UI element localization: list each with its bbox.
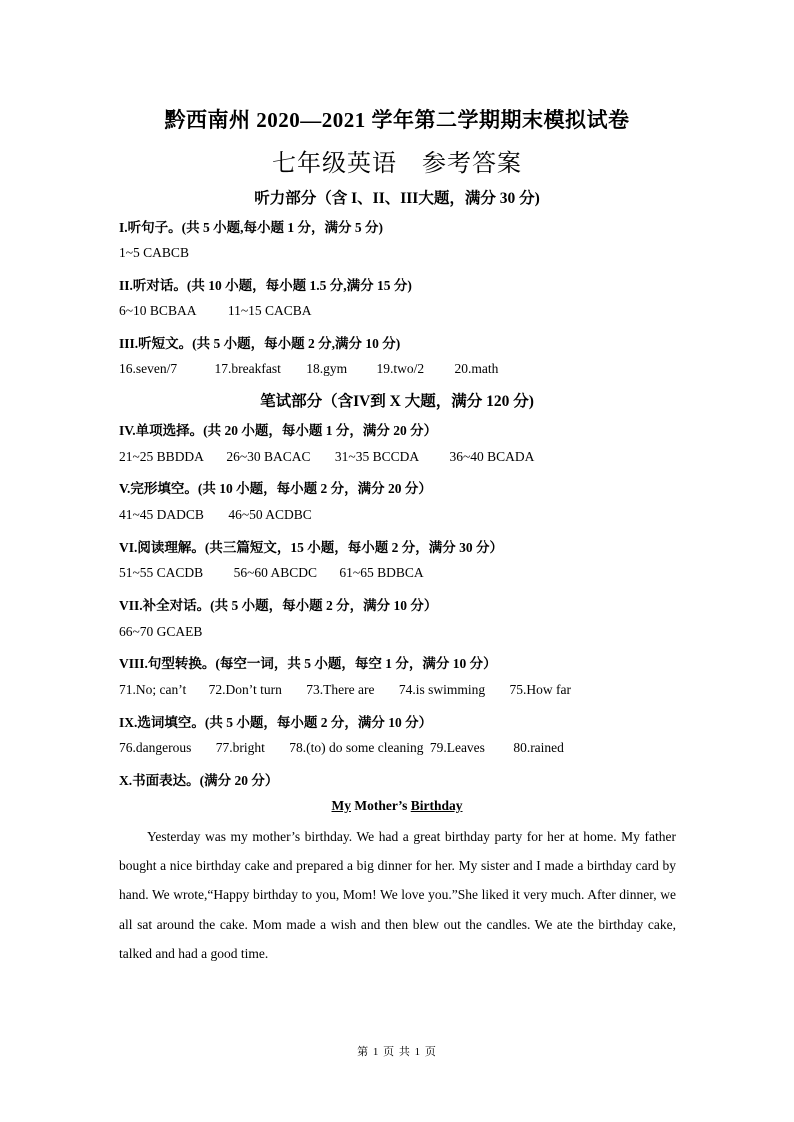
- answer-item: 71.No; can’t: [119, 682, 187, 697]
- answer-row-4: [119, 449, 534, 465]
- answer-item: 56~60 ABCDC: [233, 565, 318, 580]
- answer-item: 17.breakfast: [214, 361, 281, 376]
- section-heading-4: IV.单项选择。(共 20 小题，每小题 1 分，满分 20 分）: [119, 423, 438, 438]
- answer-item: 73.There are: [306, 682, 375, 697]
- section-heading-6: VI.阅读理解。(共三篇短文，15 小题，每小题 2 分，满分 30 分）: [119, 540, 503, 555]
- essay-body: Yesterday was my mother’s birthday. We had a great birthday party for her at home. My father bought a nice birthday cake and prepared a big dinner for her. My sister and I made a birthday card by hand. We wrote,“Happy birthday to you, Mom! We love you.”She liked it very much. After dinner, we all sat around the cake. Mom made a wish and then blew out the candles. We ate the birthday cake, talked and had a good time.: [119, 829, 676, 961]
- answer-item: 6~10 BCBAA: [119, 303, 197, 318]
- section-heading-8: VIII.句型转换。(每空一词，共 5 小题，每空 1 分，满分 10 分）: [119, 656, 497, 671]
- exam-title: 黔西南州 2020—2021 学年第二学期期末模拟试卷: [164, 108, 630, 132]
- answer-row-5: [119, 507, 312, 523]
- answer-item: 61~65 BDBCA: [339, 565, 424, 580]
- answer-item: 77.bright: [215, 740, 265, 755]
- answer-item: 51~55 CACDB: [119, 565, 204, 580]
- essay-title-word: My: [331, 798, 351, 813]
- answer-item: 79.Leaves: [429, 740, 485, 755]
- section-heading-10: X.书面表达。(满分 20 分）: [119, 773, 279, 788]
- answer-item: 26~30 BACAC: [226, 449, 311, 464]
- answer-row-1: [119, 245, 189, 261]
- answer-item: 78.(to) do some cleaning: [289, 740, 424, 755]
- answer-item: 74.is swimming: [398, 682, 486, 697]
- answer-item: 31~35 BCCDA: [334, 449, 420, 464]
- answer-item: 11~15 CACBA: [227, 303, 312, 318]
- answer-item: 20.math: [454, 361, 499, 376]
- listening-part-heading: 听力部分（含 I、II、III大题，满分 30 分): [254, 190, 540, 207]
- answer-item: 46~50 ACDBC: [228, 507, 312, 522]
- answer-item: 76.dangerous: [119, 740, 192, 755]
- answer-item: 18.gym: [306, 361, 348, 376]
- section-heading-3: III.听短文。(共 5 小题，每小题 2 分,满分 10 分): [119, 336, 401, 351]
- essay-title: [0, 798, 794, 814]
- essay-title-word: Mother’s: [354, 798, 408, 813]
- answer-item: 75.How far: [509, 682, 571, 697]
- writing-part-heading: 笔试部分（含IV到 X 大题，满分 120 分): [260, 393, 534, 410]
- section-heading-5: V.完形填空。(共 10 小题，每小题 2 分，满分 20 分）: [119, 481, 432, 496]
- answer-item: 36~40 BCADA: [449, 449, 535, 464]
- answer-item: 16.seven/7: [119, 361, 178, 376]
- answer-row-8: [119, 682, 571, 698]
- section-heading-2: II.听对话。(共 10 小题，每小题 1.5 分,满分 15 分): [119, 278, 412, 293]
- section-heading-9: IX.选词填空。(共 5 小题，每小题 2 分，满分 10 分）: [119, 715, 433, 730]
- section-heading-7: VII.补全对话。(共 5 小题，每小题 2 分，满分 10 分）: [119, 598, 438, 613]
- answer-row-6: [119, 565, 424, 581]
- answer-row-7: [119, 624, 202, 640]
- page-footer: 第 1 页 共 1 页: [357, 1046, 437, 1058]
- answer-item: 19.two/2: [376, 361, 425, 376]
- section-heading-1: I.听句子。(共 5 小题,每小题 1 分，满分 5 分): [119, 220, 383, 235]
- answer-row-3: [119, 361, 498, 377]
- answer-item: 66~70 GCAEB: [119, 624, 203, 639]
- answer-item: 72.Don’t turn: [208, 682, 282, 697]
- answer-row-9: [119, 740, 564, 756]
- answer-item: 80.rained: [513, 740, 564, 755]
- essay-title-word: Birthday: [410, 798, 463, 813]
- exam-subtitle: 七年级英语 参考答案: [272, 151, 522, 177]
- answer-item: 1~5 CABCB: [119, 245, 189, 260]
- answer-row-2: [119, 303, 312, 319]
- answer-item: 41~45 DADCB: [119, 507, 204, 522]
- answer-item: 21~25 BBDDA: [119, 449, 204, 464]
